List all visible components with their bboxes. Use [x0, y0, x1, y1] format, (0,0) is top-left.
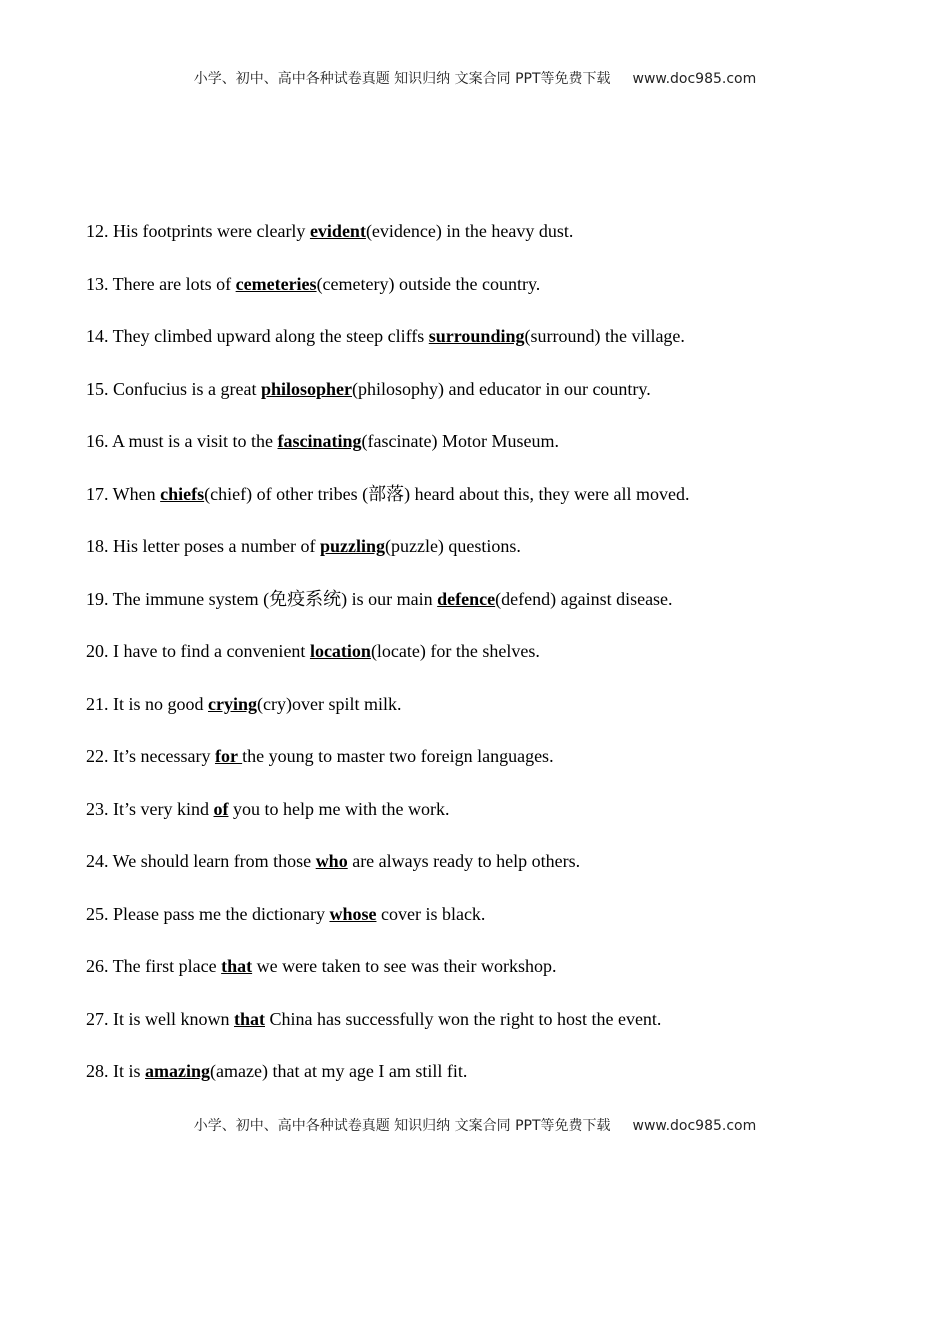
page-footer [0, 1115, 950, 1135]
item-text-after: (cemetery) outside the country. [316, 273, 541, 294]
item-text-before: 25. Please pass me the dictionary [86, 903, 330, 924]
item-text-after: (surround) the village. [524, 326, 685, 346]
exercise-item [86, 902, 906, 955]
header-text: 小学、初中、高中各种试卷真题 知识归纳 文案合同 PPT等免费下载 [193, 71, 611, 87]
item-text-after: (fascinate) Motor Museum. [361, 431, 559, 451]
item-text-before: 24. We should learn from those [86, 851, 316, 871]
exercise-item [86, 429, 906, 482]
item-answer: surrounding [428, 326, 525, 346]
item-text-before: 15. Confucius is a great [86, 378, 261, 399]
item-text-before: 12. His footprints were clearly [86, 221, 310, 241]
item-text-before: 17. When [86, 483, 161, 504]
footer-text: 小学、初中、高中各种试卷真题 知识归纳 文案合同 PPT等免费下载 [193, 1118, 611, 1134]
item-text-before: 16. A must is a visit to the [86, 431, 278, 451]
item-text-before: 27. It is well known [86, 1008, 234, 1029]
item-answer: crying [208, 693, 258, 714]
item-answer: evident [309, 221, 366, 241]
item-text-before: 23. It’s very kind [86, 798, 214, 819]
item-text-before: 21. It is no good [86, 693, 209, 714]
item-answer: of [213, 798, 229, 819]
item-answer: defence [437, 588, 496, 609]
exercise-item [86, 849, 906, 902]
item-text-before: 18. His letter poses a number of [86, 536, 320, 556]
item-text-after: (chief) of other tribes (部落) heard about this, they were all moved. [204, 483, 690, 504]
exercise-item [86, 797, 906, 850]
item-answer: amazing [145, 1061, 211, 1081]
item-text-after: (philosophy) and educator in our country. [352, 378, 651, 399]
item-answer: location [309, 641, 371, 661]
item-answer: puzzling [319, 536, 385, 556]
footer-site-url: www.doc985.com [632, 1118, 757, 1134]
exercise-list [86, 219, 906, 1112]
item-text-before: 13. There are lots of [86, 273, 236, 294]
exercise-item [86, 534, 906, 587]
item-text-before: 22. It’s necessary [86, 746, 215, 766]
exercise-item [86, 219, 906, 272]
item-text-before: 28. It is [86, 1061, 146, 1081]
item-text-after: (cry)over spilt milk. [257, 693, 402, 714]
item-text-after: (evidence) in the heavy dust. [365, 221, 574, 241]
exercise-item [86, 377, 906, 430]
item-text-before: 14. They climbed upward along the steep cliffs [86, 326, 429, 346]
item-text-before: 26. The first place [86, 956, 222, 976]
item-answer: philosopher [260, 378, 352, 399]
exercise-item [86, 954, 906, 1007]
item-answer: chiefs [160, 483, 205, 504]
exercise-item [86, 744, 906, 797]
item-answer: who [315, 851, 348, 871]
item-answer: that [221, 956, 253, 976]
item-text-after: (puzzle) questions. [384, 536, 521, 556]
exercise-item [86, 272, 906, 325]
item-text-after: China has successfully won the right to host the event. [265, 1008, 662, 1029]
exercise-item [86, 587, 906, 640]
item-text-after: you to help me with the work. [228, 798, 450, 819]
page-header [0, 68, 950, 88]
item-text-after: are always ready to help others. [347, 851, 581, 871]
item-text-after: (amaze) that at my age I am still fit. [210, 1061, 468, 1081]
exercise-item [86, 639, 906, 692]
exercise-item [86, 1059, 906, 1112]
exercise-item [86, 324, 906, 377]
item-answer: for [214, 746, 243, 766]
item-text-after: cover is black. [376, 903, 486, 924]
item-answer: fascinating [277, 431, 362, 451]
item-text-before: 19. The immune system (免疫系统) is our main [86, 588, 438, 609]
item-answer: cemeteries [235, 273, 317, 294]
item-text-after: (locate) for the shelves. [370, 641, 540, 661]
item-answer: that [234, 1008, 265, 1029]
item-text-after: we were taken to see was their workshop. [252, 956, 557, 976]
exercise-item [86, 692, 906, 745]
item-answer: whose [329, 903, 377, 924]
exercise-item [86, 1007, 906, 1060]
item-text-before: 20. I have to find a convenient [86, 641, 310, 661]
exercise-item [86, 482, 906, 535]
item-text-after: (defend) against disease. [495, 588, 673, 609]
item-text-after: the young to master two foreign languages. [242, 746, 554, 766]
header-site-url: www.doc985.com [632, 71, 757, 87]
